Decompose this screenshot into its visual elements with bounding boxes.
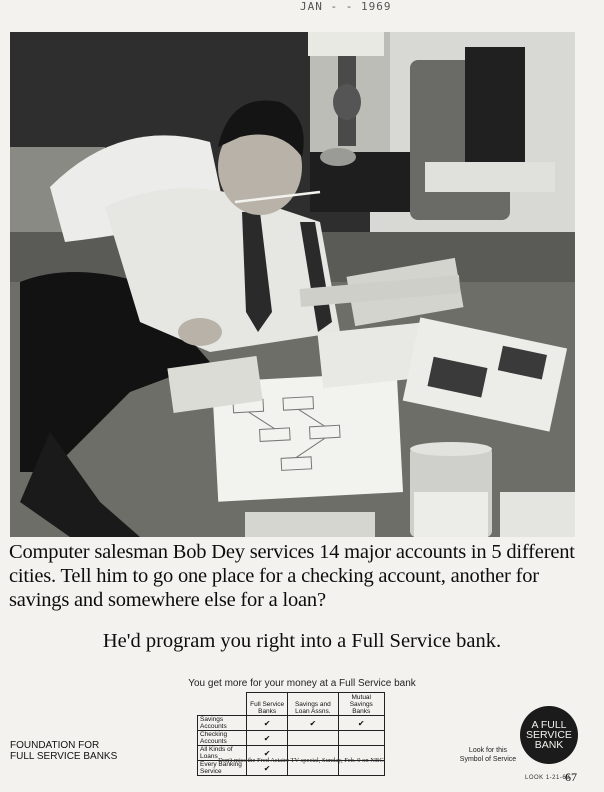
check-mark: ✔ [288,716,338,731]
column-header: Mutual Savings Banks [338,693,385,716]
full-service-bank-badge [520,706,578,764]
page-number: 67 [565,770,577,784]
row-label: Savings Accounts [198,716,247,731]
column-header: Savings and Loan Assns. [288,693,338,716]
sponsor-line: FOUNDATION FOR [10,740,100,751]
salesman-photo-illustration [10,32,575,537]
badge-line: BANK [534,739,564,751]
table-row [198,731,385,746]
date-stamp: JAN - - 1969 [300,0,392,13]
ad-headline: Computer salesman Bob Dey services 14 major accounts in 5 different cities. Tell him to go one place for a checking account, another for savings and somewhere else for a loan? [9,541,575,611]
check-mark [288,731,338,746]
check-mark: ✔ [247,746,288,761]
check-mark: ✔ [338,716,385,731]
table-corner [198,693,247,716]
badge-line: SERVICE [526,729,572,741]
check-mark [338,731,385,746]
table-header-row [198,693,385,716]
publication-code: LOOK 1-21-69 [525,775,571,781]
sponsor-line: FULL SERVICE BANKS [10,751,118,762]
check-mark: ✔ [247,716,288,731]
badge-line: A FULL [531,719,567,731]
symbol-note [450,746,526,764]
symbol-note-line: Symbol of Service [459,756,517,763]
ad-tagline: He'd program you right into a Full Service bank. [102,630,502,652]
ad-photo [10,32,575,537]
check-mark: ✔ [247,731,288,746]
symbol-note-line: Look for this [468,747,508,754]
row-label: All Kinds of Loans [198,746,247,761]
check-mark: ✔ [247,761,288,776]
tv-special-footnote: Don't miss the Fred Astaire TV special, Sunday, Feb. 9 on NBC! [218,757,386,764]
comparison-subhead: You get more for your money at a Full Service bank [188,678,416,689]
table-row [198,716,385,731]
column-header: Full Service Banks [247,693,288,716]
row-label: Every Banking Service [198,761,247,776]
row-label: Checking Accounts [198,731,247,746]
